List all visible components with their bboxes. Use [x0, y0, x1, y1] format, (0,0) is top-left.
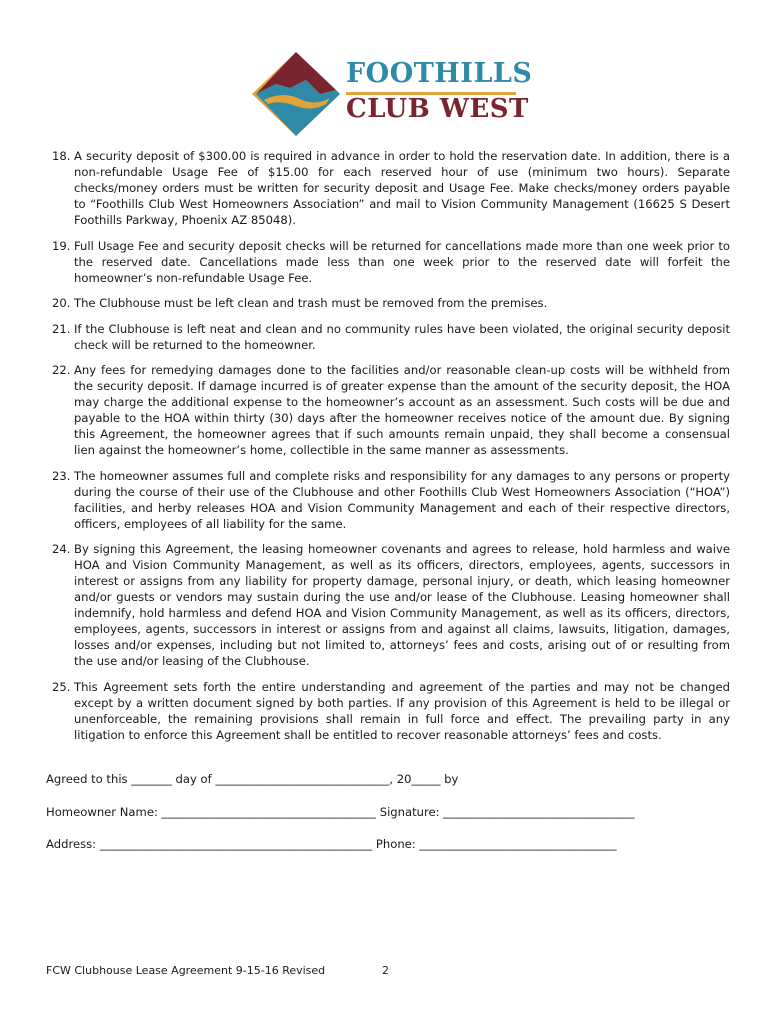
- agreed-date-line: Agreed to this _______ day of ______________________________, 20_____ by: [46, 772, 459, 786]
- homeowner-name-signature-line: Homeowner Name: _____________________________________ Signature: _________________________________: [46, 805, 635, 819]
- term-18: [52, 148, 730, 228]
- agreement-terms-list: [52, 148, 730, 752]
- term-text: This Agreement sets forth the entire understanding and agreement of the parties and may not be changed except by a written document signed by both parties. If any provision of this Agreement is held to be illegal or unenforceable, the remaining provisions shall remain in full force and effect. The prevailing party in any litigation to enforce this Agreement shall be entitled to recover reasonable attorneys’ fees and costs.: [74, 679, 730, 742]
- term-25: [52, 679, 730, 743]
- address-phone-line: Address: _______________________________________________ Phone: __________________________________: [46, 837, 617, 851]
- foothills-club-west-logo: [250, 50, 533, 138]
- term-number: 23.: [52, 468, 71, 483]
- term-number: 22.: [52, 363, 71, 377]
- logo-text-club-west: CLUB WEST: [346, 94, 529, 124]
- term-23: [52, 468, 730, 532]
- footer-document-title: FCW Clubhouse Lease Agreement 9-15-16 Revised: [46, 964, 326, 977]
- term-text: The homeowner assumes full and complete risks and responsibility for any damages to any persons or property during the course of their use of the Clubhouse and other Foothills Club West Homeowners Association (“HOA”) facilities, and herby releases HOA and Vision Community Management and each of their respective directors, officers, employees of all liability for the same.: [74, 468, 730, 531]
- page-number: 2: [382, 964, 389, 977]
- term-20: [52, 295, 730, 311]
- term-text: A security deposit of $300.00 is required in advance in order to hold the reservation date. In addition, there is a non-refundable Usage Fee of $15.00 for each reserved hour of use (minimum two hours). Separate checks/money orders must be written for security deposit and Usage Fee. Make checks/money orders payable to “Foothills Club West Homeowners Association” and mail to Vision Community Management (16625 S Desert Foothills Parkway, Phoenix AZ 85048).: [74, 149, 730, 227]
- term-text: Full Usage Fee and security deposit checks will be returned for cancellations made more than one week prior to the reserved date. Cancellations made less than one week prior to the reserved date will forfeit the homeowner’s non-refundable Usage Fee.: [74, 238, 730, 285]
- mountain-diamond-emblem: [250, 50, 342, 138]
- term-number: 24.: [52, 542, 71, 556]
- logo-text-foothills: FOOTHILLS: [346, 58, 533, 89]
- term-number: 18.: [52, 149, 71, 163]
- term-22: [52, 362, 730, 458]
- term-number: 20.: [52, 296, 71, 310]
- term-number: 21.: [52, 321, 71, 336]
- term-text: If the Clubhouse is left neat and clean and no community rules have been violated, the original security deposit check will be returned to the homeowner.: [74, 321, 730, 352]
- term-text: The Clubhouse must be left clean and trash must be removed from the premises.: [74, 296, 548, 310]
- term-text: Any fees for remedying damages done to the facilities and/or reasonable clean-up costs will be withheld from the security deposit. If damage incurred is of greater expense than the amount of the security deposit, the HOA may charge the additional expense to the homeowner’s account as an assessment. Such costs will be due and payable to the HOA within thirty (30) days after the homeowner receives notice of the amount due. By signing this Agreement, the homeowner agrees that if such amounts remain unpaid, they shall become a consensual lien against the homeowner’s home, collectible in the same manner as assessments.: [74, 363, 730, 457]
- term-21: [52, 321, 730, 353]
- term-19: [52, 238, 730, 286]
- term-24: [52, 541, 730, 669]
- term-text: By signing this Agreement, the leasing homeowner covenants and agrees to release, hold harmless and waive HOA and Vision Community Management, as well as its officers, directors, employees, agents, successors in interest or assigns from any liability for property damage, personal injury, or death, which leasing homeowner and/or guests or vendors may sustain during the use and/or lease of the Clubhouse. Leasing homeowner shall indemnify, hold harmless and defend HOA and Vision Community Management, as well as its officers, directors, employees, agents, successors in interest or assigns from and against all claims, lawsuits, litigation, damages, losses and/or expenses, including but not limited to, attorneys’ fees and costs, arising out of or resulting from the use and/or leasing of the Clubhouse.: [74, 542, 730, 668]
- term-number: 25.: [52, 679, 71, 694]
- term-number: 19.: [52, 238, 71, 253]
